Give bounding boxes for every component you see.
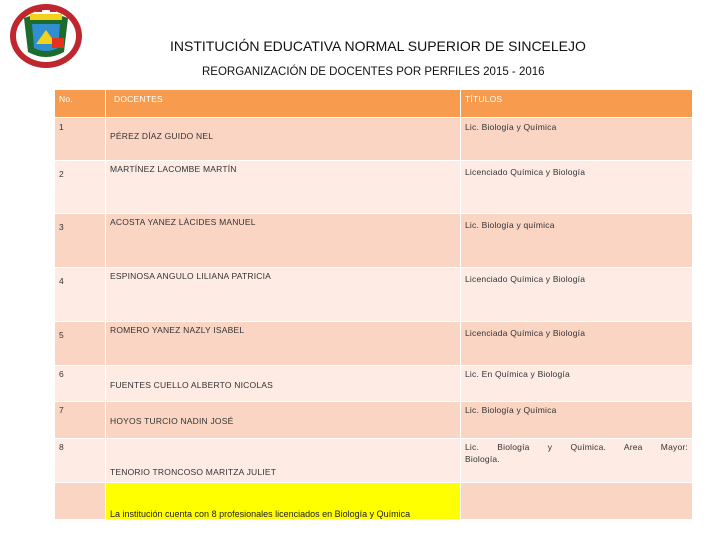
- header-cell-teachers: DOCENTES: [106, 90, 461, 118]
- table-row: [55, 402, 693, 439]
- teacher-title: Licenciado Química y Biología: [465, 274, 586, 284]
- teacher-name: HOYOS TURCIO NADIN JOSÉ: [110, 416, 234, 426]
- summary-empty-cell: [55, 483, 106, 520]
- row-number: 6: [59, 369, 64, 379]
- table-row: [55, 161, 693, 214]
- page-subtitle: REORGANIZACIÓN DE DOCENTES POR PERFILES 2015 - 2016: [202, 66, 545, 78]
- table-row: [55, 322, 693, 366]
- teacher-title: Lic. Biología y Química. Area Mayor:: [465, 442, 688, 452]
- summary-cell: [106, 483, 461, 520]
- teachers-table: [54, 89, 693, 520]
- summary-text: La institución cuenta con 8 profesionales licenciados en Biología y Química: [110, 509, 411, 519]
- row-number: 2: [59, 169, 64, 179]
- teacher-name: TENORIO TRONCOSO MARITZA JULIET: [110, 467, 277, 477]
- row-number: 7: [59, 405, 64, 415]
- table-row: [55, 118, 693, 161]
- header-cell-number: No.: [55, 90, 106, 118]
- teacher-name: FUENTES CUELLO ALBERTO NICOLAS: [110, 380, 273, 390]
- row-number: 3: [59, 222, 64, 232]
- table-row: [55, 214, 693, 268]
- teacher-title-continuation: Biología.: [465, 454, 500, 464]
- teacher-name: ACOSTA YANEZ LÀCIDES MANUEL: [110, 217, 256, 227]
- summary-empty-cell: [461, 483, 693, 520]
- row-number: 5: [59, 330, 64, 340]
- teacher-name: PÉREZ DÍAZ GUIDO NEL: [110, 131, 214, 141]
- teacher-title: Lic. Biología y Química: [465, 405, 557, 415]
- page-title: INSTITUCIÓN EDUCATIVA NORMAL SUPERIOR DE SINCELEJO: [170, 38, 586, 54]
- row-number: 4: [59, 276, 64, 286]
- summary-row: [55, 483, 693, 520]
- row-number: 1: [59, 122, 64, 132]
- table-row: [55, 268, 693, 322]
- table-row: [55, 439, 693, 483]
- school-seal-logo: [6, 0, 86, 70]
- teacher-title: Lic. Biología y Química: [465, 122, 557, 132]
- teacher-name: MARTÍNEZ LACOMBE MARTÍN: [110, 164, 237, 174]
- table-header-row: [55, 90, 693, 118]
- teacher-title: Lic. En Química y Biología: [465, 369, 570, 379]
- teacher-name: ESPINOSA ANGULO LILIANA PATRICIA: [110, 271, 272, 281]
- row-number: 8: [59, 442, 64, 452]
- header-cell-titles: TÍTULOS: [461, 90, 693, 118]
- teacher-title: Licenciada Química y Biología: [465, 328, 586, 338]
- table-row: [55, 366, 693, 402]
- teacher-name: ROMERO YANEZ NAZLY ISABEL: [110, 325, 245, 335]
- teacher-title: Licenciado Química y Biología: [465, 167, 586, 177]
- teacher-title: Lic. Biología y química: [465, 220, 555, 230]
